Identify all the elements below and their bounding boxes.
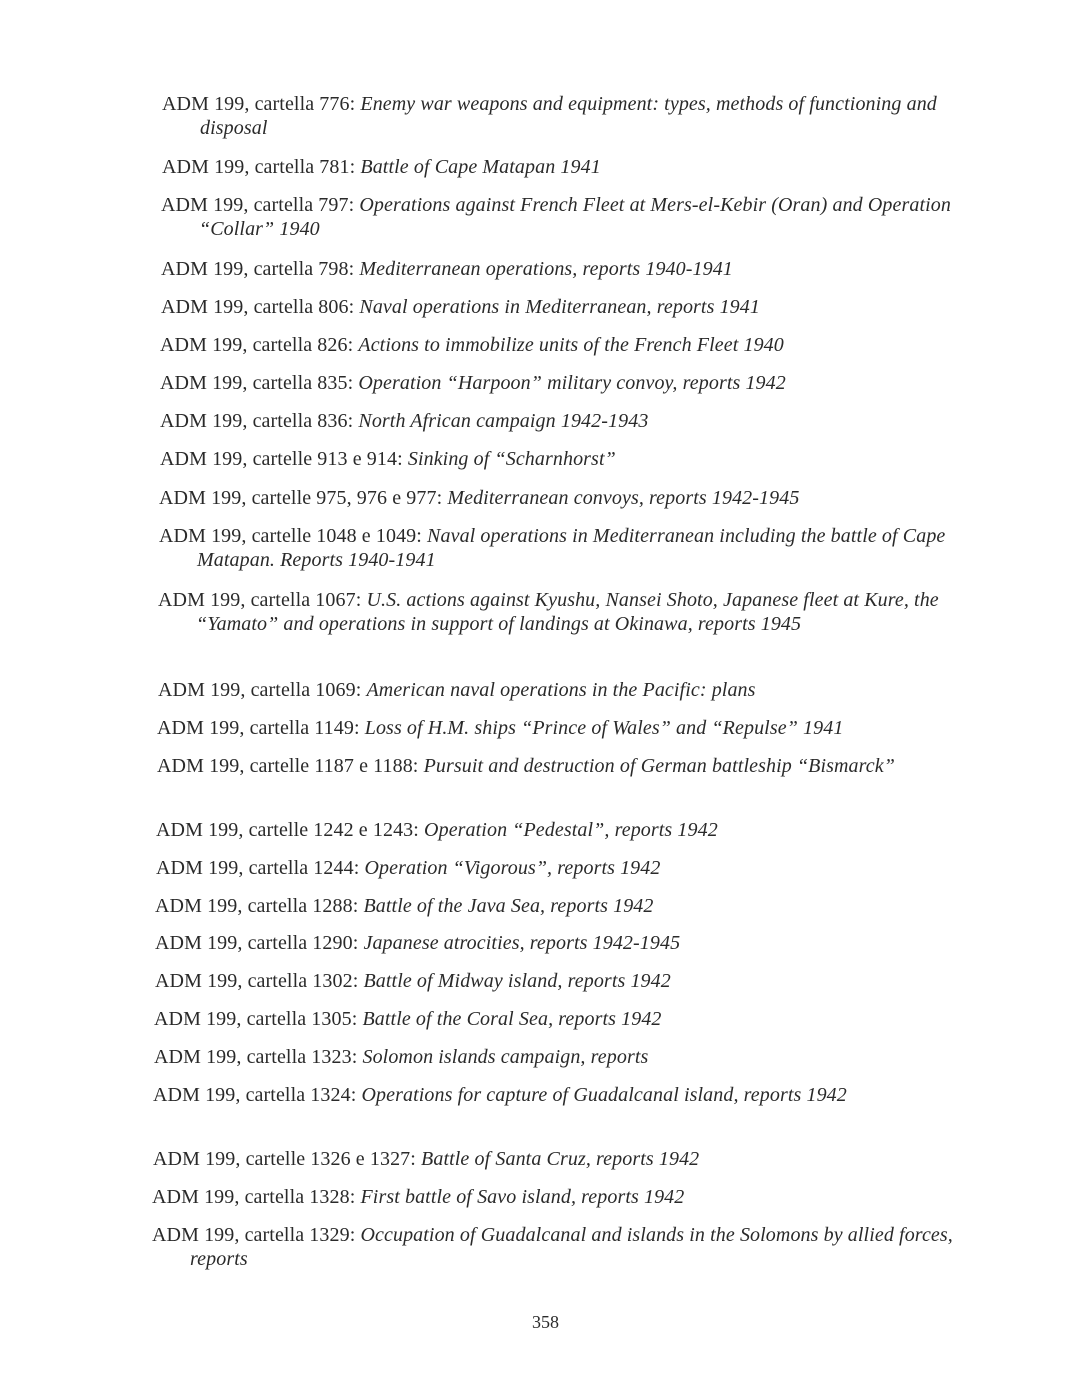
list-item	[160, 447, 963, 471]
entry-title: Japanese atrocities, reports 1942-1945	[363, 932, 681, 954]
entry-reference: ADM 199, cartelle 1242 e 1243:	[156, 819, 425, 841]
entry-reference: ADM 199, cartella 798:	[161, 258, 360, 280]
entry-title: Battle of Santa Cruz, reports 1942	[421, 1148, 700, 1170]
entry-title: Battle of the Coral Sea, reports 1942	[362, 1008, 662, 1030]
list-item	[152, 1185, 955, 1209]
entry-reference: ADM 199, cartella 835:	[160, 372, 359, 394]
entry-reference: ADM 199, cartella 781:	[162, 156, 361, 178]
list-item	[157, 754, 960, 778]
entry-title: Sinking of “Scharnhorst”	[407, 448, 616, 470]
entry-title: Operations for capture of Guadalcanal island, reports 1942	[361, 1084, 847, 1106]
entry-title: Operation “Vigorous”, reports 1942	[364, 857, 661, 879]
entry-title: First battle of Savo island, reports 1942	[360, 1186, 685, 1208]
entry-reference: ADM 199, cartella 1149:	[157, 717, 365, 739]
entry-reference: ADM 199, cartelle 913 e 914:	[160, 448, 408, 470]
entry-title: Enemy war weapons and equipment: types, methods of functioning and disposal	[200, 93, 937, 139]
entry-title: Loss of H.M. ships “Prince of Wales” and “Repulse” 1941	[364, 717, 844, 739]
list-item	[153, 1083, 956, 1107]
list-item	[156, 818, 959, 842]
list-item	[160, 333, 963, 357]
list-item	[159, 524, 962, 572]
list-item	[161, 295, 964, 319]
entry-title: Naval operations in Mediterranean including the battle of Cape Matapan. Reports 1940-1941	[197, 525, 946, 571]
list-item	[160, 371, 963, 395]
list-item	[155, 931, 958, 955]
entry-title: Actions to immobilize units of the French Fleet 1940	[358, 334, 784, 356]
list-item	[153, 1147, 956, 1171]
entry-reference: ADM 199, cartella 1244:	[156, 857, 365, 879]
entry-title: Operation “Pedestal”, reports 1942	[424, 819, 718, 841]
entry-reference: ADM 199, cartella 797:	[161, 194, 360, 216]
entry-reference: ADM 199, cartella 1328:	[152, 1186, 361, 1208]
page-number: 358	[532, 1312, 559, 1332]
entry-reference: ADM 199, cartella 1323:	[154, 1046, 363, 1068]
entry-title: U.S. actions against Kyushu, Nansei Shoto, Japanese fleet at Kure, the “Yamato” and operations in support of landings at Okinawa, reports 1945	[196, 589, 939, 635]
list-item	[159, 486, 962, 510]
entry-title: Battle of the Java Sea, reports 1942	[363, 895, 654, 917]
list-item	[157, 716, 960, 740]
entry-reference: ADM 199, cartella 1288:	[155, 895, 364, 917]
entry-reference: ADM 199, cartella 1302:	[155, 970, 364, 992]
entry-title: American naval operations in the Pacific: plans	[366, 679, 756, 701]
entry-reference: ADM 199, cartella 826:	[160, 334, 359, 356]
entry-reference: ADM 199, cartella 1324:	[153, 1084, 362, 1106]
entry-reference: ADM 199, cartella 1290:	[155, 932, 364, 954]
entry-reference: ADM 199, cartelle 1326 e 1327:	[153, 1148, 422, 1170]
entry-title: Solomon islands campaign, reports	[362, 1046, 649, 1068]
list-item	[154, 1007, 957, 1031]
entry-reference: ADM 199, cartella 1067:	[158, 589, 367, 611]
entry-reference: ADM 199, cartella 1329:	[152, 1224, 361, 1246]
entry-title: Occupation of Guadalcanal and islands in the Solomons by allied forces, reports	[190, 1224, 953, 1270]
entry-reference: ADM 199, cartella 776:	[162, 93, 361, 115]
list-item	[158, 678, 961, 702]
list-item	[161, 257, 964, 281]
list-item	[160, 409, 963, 433]
list-item	[155, 969, 958, 993]
entry-title: Operations against French Fleet at Mers-el-Kebir (Oran) and Operation “Collar” 1940	[199, 194, 952, 240]
entry-title: Battle of Midway island, reports 1942	[363, 970, 671, 992]
list-item	[162, 92, 965, 140]
entry-reference: ADM 199, cartella 806:	[161, 296, 360, 318]
list-item	[155, 894, 958, 918]
entry-title: Naval operations in Mediterranean, reports 1941	[359, 296, 760, 318]
list-item	[161, 193, 964, 241]
entry-title: Mediterranean operations, reports 1940-1941	[359, 258, 733, 280]
entry-reference: ADM 199, cartella 1069:	[158, 679, 367, 701]
list-item	[154, 1045, 957, 1069]
list-item	[152, 1223, 955, 1271]
entry-reference: ADM 199, cartella 836:	[160, 410, 359, 432]
entry-reference: ADM 199, cartelle 1048 e 1049:	[159, 525, 428, 547]
entry-reference: ADM 199, cartella 1305:	[154, 1008, 363, 1030]
entry-title: Pursuit and destruction of German battleship “Bismarck”	[423, 755, 895, 777]
entry-title: Mediterranean convoys, reports 1942-1945	[447, 487, 800, 509]
list-item	[162, 155, 965, 179]
entry-title: North African campaign 1942-1943	[358, 410, 649, 432]
list-item	[158, 588, 961, 636]
entry-reference: ADM 199, cartelle 1187 e 1188:	[157, 755, 424, 777]
entry-title: Operation “Harpoon” military convoy, reports 1942	[358, 372, 786, 394]
entry-title: Battle of Cape Matapan 1941	[360, 156, 601, 178]
entry-reference: ADM 199, cartelle 975, 976 e 977:	[159, 487, 448, 509]
list-item	[156, 856, 959, 880]
